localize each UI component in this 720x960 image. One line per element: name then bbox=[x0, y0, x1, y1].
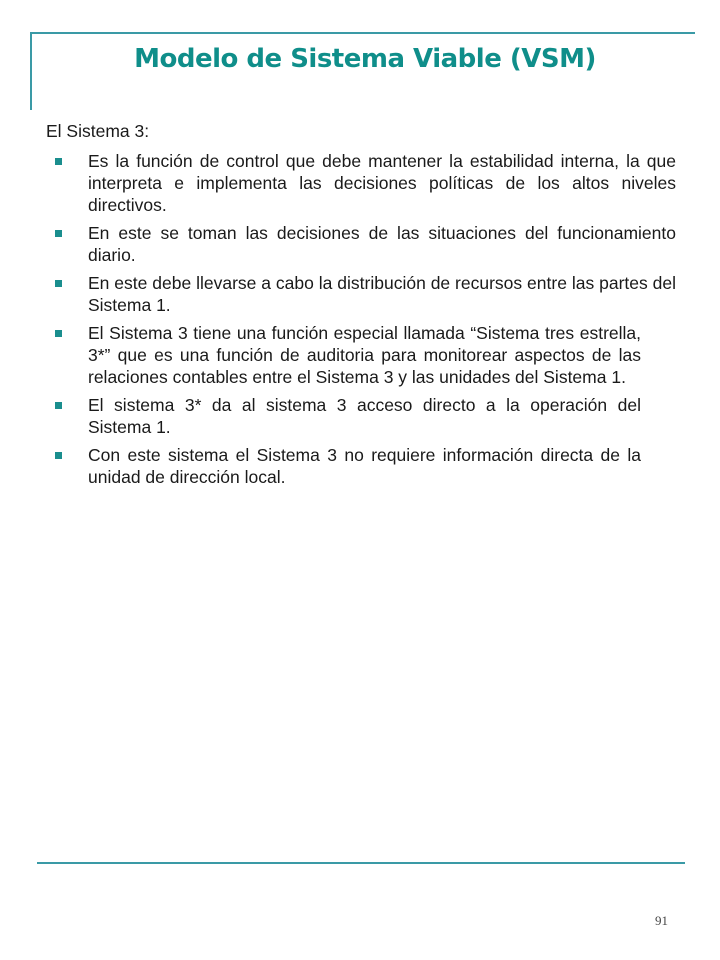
page-number: 91 bbox=[655, 913, 668, 928]
list-item bbox=[46, 222, 676, 266]
intro-text: El Sistema 3: bbox=[46, 121, 150, 141]
square-bullet-icon bbox=[55, 452, 62, 459]
square-bullet-icon bbox=[55, 280, 62, 287]
square-bullet-icon bbox=[55, 330, 62, 337]
list-item-text: Es la función de control que debe mantener la estabilidad interna, la que interpreta e implementa las decisiones políticas de los altos niveles directivos. bbox=[88, 151, 676, 215]
slide-title: Modelo de Sistema Viable (VSM) bbox=[134, 44, 596, 74]
list-item-text: En este se toman las decisiones de las situaciones del funcionamiento diario. bbox=[88, 223, 676, 265]
list-item-text: En este debe llevarse a cabo la distribución de recursos entre las partes del Sistema 1. bbox=[88, 273, 676, 315]
list-item bbox=[46, 444, 641, 488]
list-item-text: El Sistema 3 tiene una función especial llamada “Sistema tres estrella, 3*” que es una función de auditoria para monitorear aspectos de las relaciones contables entre el Sistema 3 y las unidades del Sistema 1. bbox=[88, 323, 641, 387]
square-bullet-icon bbox=[55, 402, 62, 409]
list-item bbox=[46, 394, 641, 438]
list-item-text: El sistema 3* da al sistema 3 acceso directo a la operación del Sistema 1. bbox=[88, 395, 641, 437]
square-bullet-icon bbox=[55, 230, 62, 237]
bottom-divider bbox=[37, 862, 685, 864]
slide-body bbox=[46, 120, 676, 494]
list-item bbox=[46, 150, 676, 216]
bullet-list-narrow bbox=[46, 322, 676, 488]
list-item-text: Con este sistema el Sistema 3 no requiere información directa de la unidad de dirección local. bbox=[88, 445, 641, 487]
bullet-list-wide bbox=[46, 150, 676, 316]
square-bullet-icon bbox=[55, 158, 62, 165]
list-item bbox=[46, 322, 641, 388]
list-item bbox=[46, 272, 676, 316]
